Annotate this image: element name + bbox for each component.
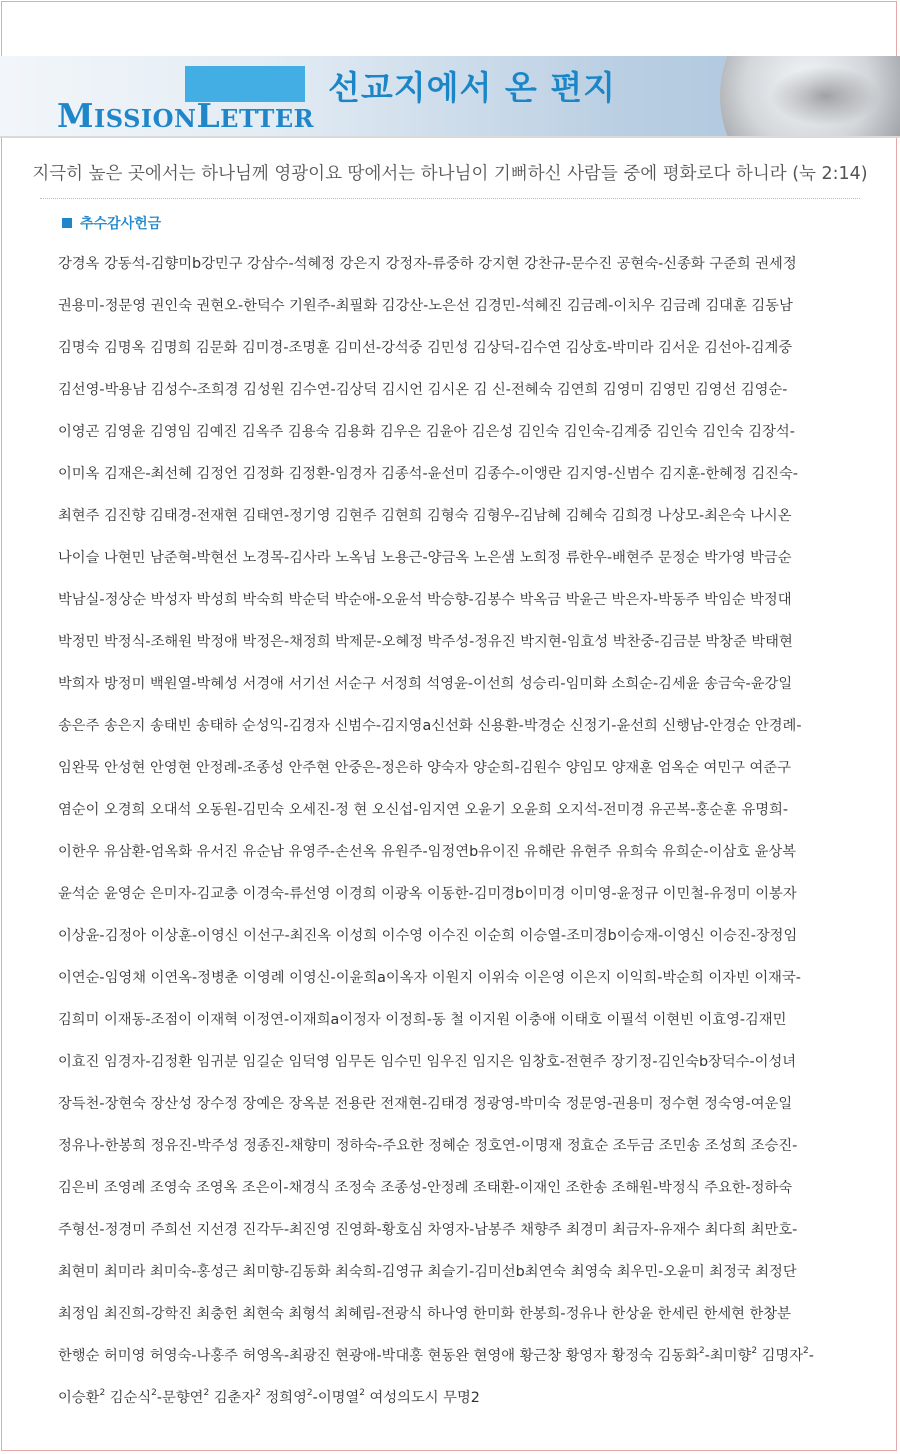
superscript: 2: [203, 1388, 210, 1398]
list-item: [58, 1341, 848, 1371]
logo-letters: ETTER: [220, 104, 315, 133]
square-bullet-icon: [62, 218, 72, 228]
list-item: 주형선-정경미 주희선 지선경 진각두-최진영 진영화-황호심 차영자-남봉주 채향주 최경미 최금자-유재수 최다희 최만호-: [58, 1222, 798, 1238]
list-item-text: 김명자: [757, 1348, 804, 1364]
list-item: 윤석순 윤영순 은미자-김교충 이경숙-류선영 이경희 이광옥 이동한-김미경b이미경 이미영-윤정규 이민철-유정미 이봉자: [58, 886, 797, 902]
superscript: 2: [751, 1346, 758, 1356]
list-item: 김명숙 김명옥 김명희 김문화 김미경-조명훈 김미선-강석중 김민성 김상덕-김수연 김상호-박미라 김서운 김선아-김계중: [58, 340, 793, 356]
list-item: 이한우 유삼환-엄옥화 유서진 유순남 유영주-손선옥 유원주-임정연b유이진 유해란 유현주 유희숙 유희순-이삼호 윤상복: [58, 844, 797, 860]
list-item: 이미옥 김재은-최선혜 김정언 김정화 김정환-임경자 김종석-윤선미 김종수-이앵란 김지영-신범수 김지훈-한혜정 김진숙-: [58, 466, 798, 482]
list-item-text: 김춘자: [209, 1390, 256, 1406]
list-item-text: 김순식: [105, 1390, 152, 1406]
list-item: 염순이 오경희 오대석 오동원-김민숙 오세진-정 현 오신섭-임지연 오윤기 오윤희 오지석-전미경 유곤복-홍순훈 유명희-: [58, 802, 789, 818]
list-item-text: 여성의도시 무명2: [364, 1390, 480, 1406]
list-item: 이연순-임영채 이연옥-정병춘 이영례 이영신-이윤희a이옥자 이원지 이위숙 이은영 이은지 이익희-박순희 이자빈 이재국-: [58, 970, 801, 986]
list-item: 박남실-정상순 박성자 박성희 박숙희 박순덕 박순애-오윤석 박승향-김봉수 박옥금 박윤근 박은자-박동주 박임순 박정대: [58, 592, 792, 608]
superscript: 2: [99, 1388, 106, 1398]
list-item: 정유나-한봉희 정유진-박주성 정종진-채향미 정하숙-주요한 정혜순 정호연-이명재 정효순 조두금 조민송 조성희 조승진-: [58, 1138, 798, 1154]
section-title: 추수감사헌금: [80, 216, 162, 232]
header-divider: [0, 136, 900, 138]
list-item-text: -문향연: [156, 1390, 204, 1406]
list-item-text: -이명열: [312, 1390, 360, 1406]
list-item: 박희자 방정미 백원열-박혜성 서경애 서기선 서순구 서정희 석영윤-이선희 성승리-임미화 소희순-김세윤 송금숙-윤강일: [58, 676, 793, 692]
list-item: 나이슬 나현민 남준혁-박현선 노경목-김사라 노옥님 노용근-양금옥 노은샘 노희정 류한우-배현주 문정순 박가영 박금순: [58, 550, 792, 566]
superscript: 2: [698, 1346, 705, 1356]
superscript: 2: [359, 1388, 365, 1398]
list-item: 김희미 이재동-조점이 이재혁 이정연-이재희a이정자 이정희-동 철 이지원 이충애 이태호 이필석 이현빈 이효영-김재민: [58, 1012, 787, 1028]
superscript: 2: [151, 1388, 157, 1398]
list-item-text: 정희영: [260, 1390, 307, 1406]
logo-letter: L: [196, 96, 221, 135]
list-item: 권용미-정문영 권인숙 권현오-한덕수 기원주-최필화 김강산-노은선 김경민-석혜진 김금례-이치우 김금례 김대훈 김동남: [58, 298, 793, 314]
mission-letter-logo: [57, 96, 314, 136]
list-item: 박정민 박정식-조해원 박정애 박정은-채정희 박제문-오혜정 박주성-정유진 박지현-임효성 박찬중-김금분 박창준 박태현: [58, 634, 793, 650]
list-item: 장득천-장현숙 장산성 장수정 장예은 장옥분 전용란 전재현-김태경 정광영-박미숙 정문영-권용미 정수현 정숙영-여운일: [58, 1096, 793, 1112]
list-item: 송은주 송은지 송태빈 송태하 순성익-김경자 신범수-김지영a신선화 신용환-박경순 신정기-윤선희 신행남-안경순 안경례-: [58, 718, 802, 734]
list-item: 강경옥 강동석-김향미b강민구 강삼수-석혜정 강은지 강정자-류중하 강지현 강찬규-문수진 공현숙-신종화 구준희 권세정: [58, 256, 797, 272]
list-item-text: 이승환: [58, 1390, 100, 1406]
logo-letters: ISSION: [94, 104, 197, 133]
list-item: 최정임 최진희-강학진 최충헌 최현숙 최형석 최혜림-전광식 하나영 한미화 한봉희-정유나 한상윤 한세린 한세현 한창분: [58, 1306, 791, 1322]
dotted-divider: [40, 198, 860, 199]
list-item: 이효진 임경자-김정환 임귀분 임길순 임덕영 임무돈 임수민 임우진 임지은 임창호-전현주 장기정-김인숙b장덕수-이성녀: [58, 1054, 797, 1070]
donor-list: [58, 249, 848, 1413]
globe-continents: [770, 66, 880, 126]
section-heading: [62, 213, 161, 233]
superscript: 2: [803, 1346, 809, 1356]
page-title: 선교지에서 온 편지: [328, 68, 617, 107]
list-item: 이상윤-김정아 이상훈-이영신 이선구-최진옥 이성희 이수영 이수진 이순희 이승열-조미경b이승재-이영신 이승진-장정임: [58, 928, 798, 944]
list-item: 이영곤 김영윤 김영임 김예진 김옥주 김용숙 김용화 김우은 김윤아 김은성 김인숙 김인숙-김계중 김인숙 김인숙 김장석-: [58, 424, 795, 440]
list-item-text: -최미향: [704, 1348, 752, 1364]
superscript: 2: [255, 1388, 261, 1398]
list-item-text: -: [808, 1348, 814, 1364]
list-item: 임완묵 안성현 안영현 안정례-조종성 안주현 안중은-정은하 양숙자 양순희-김원수 양임모 양재훈 엄옥순 여민구 여준구: [58, 760, 791, 776]
superscript: 2: [306, 1388, 313, 1398]
logo-letter: M: [57, 96, 95, 135]
list-item-text: 한행순 허미영 허영숙-나홍주 허영옥-최광진 현광애-박대홍 현동완 현영애 황근창 황영자 황정숙 김동화: [58, 1348, 699, 1364]
list-item: 최현주 김진향 김태경-전재현 김태연-정기영 김현주 김현희 김형숙 김형우-김남혜 김혜숙 김희경 나상모-최은숙 나시온: [58, 508, 792, 524]
bible-verse: 지극히 높은 곳에서는 하나님께 영광이요 땅에서는 하나님이 기뻐하신 사람들 중에 평화로다 하니라 (눅 2:14): [32, 164, 868, 184]
list-item: [58, 1383, 848, 1413]
list-item: 김은비 조영례 조영숙 조영옥 조은이-채경식 조정숙 조종성-안정례 조태환-이재인 조한송 조해원-박정식 주요한-정하숙: [58, 1180, 793, 1196]
list-item: 최현미 최미라 최미숙-홍성근 최미향-김동화 최숙희-김영규 최슬기-김미선b최연숙 최영숙 최우민-오윤미 최정국 최정단: [58, 1264, 797, 1280]
list-item: 김선영-박용남 김성수-조희경 김성원 김수연-김상덕 김시언 김시온 김 신-전혜숙 김연희 김영미 김영민 김영선 김영순-: [58, 382, 788, 398]
